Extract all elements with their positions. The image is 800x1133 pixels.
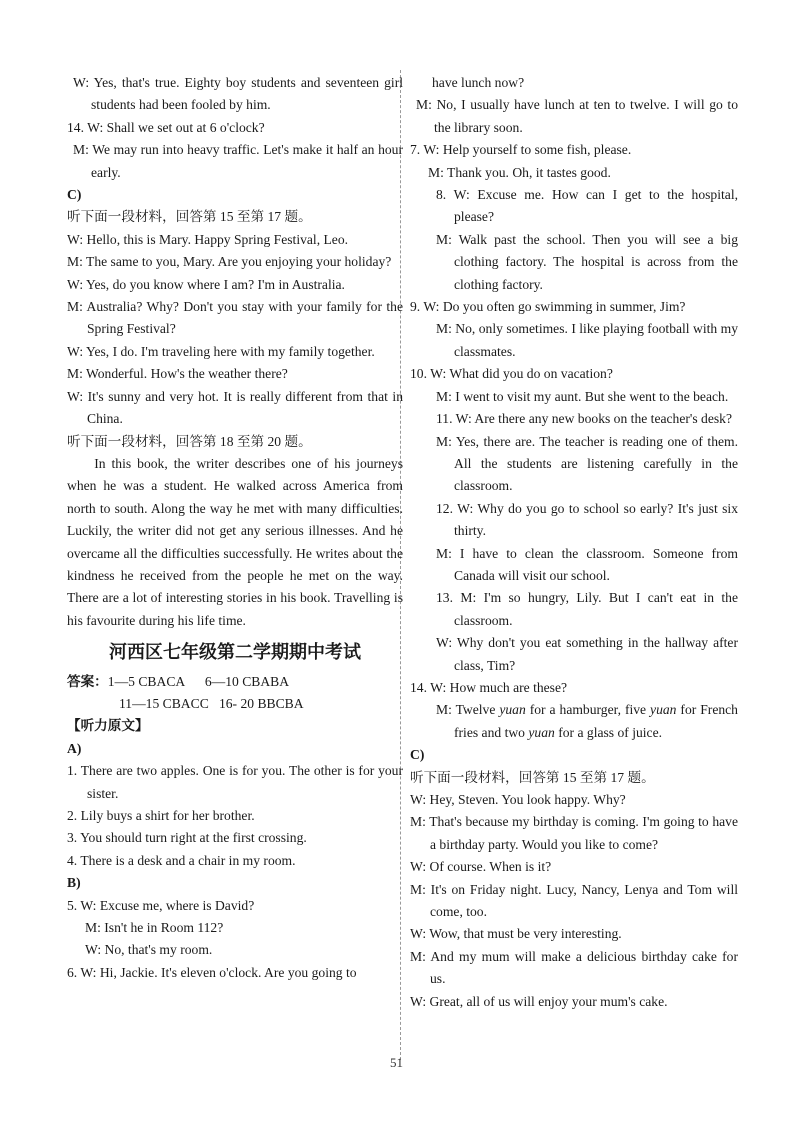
dialog-line: M: Yes, there are. The teacher is reading one of them. All the students are listening carefully in the classroom. [436,433,738,494]
italic-word: yuan [499,702,526,718]
question-6: 6. W: Hi, Jackie. It's eleven o'clock. Are you going to [67,964,357,980]
dialog-line: W: It's sunny and very hot. It is really different from that in China. [67,388,403,427]
dialog-line: W: Hello, this is Mary. Happy Spring Festival, Leo. [67,231,349,247]
left-column [67,72,403,984]
dialog-line: M: Walk past the school. Then you will see a big clothing factory. The hospital is across from the clothing factory. [436,231,738,292]
page-number: 51 [390,1055,403,1070]
dialog-line: W: Why don't you eat something in the hallway after class, Tim? [436,635,738,673]
section-c-label: C) [410,747,425,763]
dialog-line: W: Of course. When is it? [410,859,552,875]
text-span: for French fries and two [454,702,738,740]
question-14: 14. W: Shall we set out at 6 o'clock? [67,119,265,135]
dialog-line: W: Hey, Steven. You look happy. Why? [410,792,626,807]
dialog-line: W: Yes, do you know where I am? I'm in Australia. [67,276,345,292]
question-8: 8. W: Excuse me. How can I get to the hospital, please? [436,187,738,225]
text-span: M: Twelve [436,702,500,718]
text-span: for a hamburger, five [525,702,651,718]
section-c-label: C) [67,187,82,203]
listening-script-label: 【听力原文】 [67,718,149,734]
dialog-line: M: Thank you. Oh, it tastes good. [428,164,611,180]
instruction: 听下面一段材料，回答第 18 至第 20 题。 [67,433,312,449]
dialog-line: W: Yes, I do. I'm traveling here with my family together. [67,343,375,359]
dialog-line: M: The same to you, Mary. Are you enjoying your holiday? [67,254,392,270]
italic-word: yuan [528,724,555,740]
passage: In this book, the writer describes one of his journeys when he was a student. He walked across America from north to south. Along the way he met with many difficulties. Luckily, the writer did not get any serious illnesses. And he overcame all the difficulties successfully. He writes about the kindness he received from the people he met on the way. There are a lot of interesting stories in his book. Travelling is his favourite during his life time. [67,455,403,628]
dialog-line: M: That's because my birthday is coming. I'm going to have a birthday party. Would you like to come? [410,814,738,852]
question-1: 1. There are two apples. One is for you. The other is for your sister. [67,763,403,801]
question-11: 11. W: Are there any new books on the teacher's desk? [436,411,733,427]
dialog-line: W: Yes, that's true. Eighty boy students and seventeen girl students had been fooled by him. [73,75,403,113]
question-5: 5. W: Excuse me, where is David? [67,897,255,913]
answer-label: 答案： [67,673,108,689]
answer-set-1: 1—5 CBACA 6—10 CBABA [107,673,290,689]
dialog-line: M: And my mum will make a delicious birthday cake for us. [410,948,738,987]
question-12: 12. W: Why do you go to school so early? It's just six thirty. [436,500,738,539]
dialog-line: have lunch now? [432,75,525,90]
question-4: 4. There is a desk and a chair in my room. [67,852,296,868]
dialog-line: M: I went to visit my aunt. But she went to the beach. [436,388,729,404]
dialog-line: M: No, I usually have lunch at ten to twelve. I will go to the library soon. [416,97,738,135]
dialog-line: W: No, that's my room. [85,942,213,958]
instruction: 听下面一段材料，回答第 15 至第 17 题。 [410,769,655,785]
question-9: 9. W: Do you often go swimming in summer, Jim? [410,299,686,315]
exam-title: 河西区七年级第二学期期中考试 [109,642,361,664]
dialog-line: M: Isn't he in Room 112? [85,920,224,936]
dialog-line: M: We may run into heavy traffic. Let's make it half an hour early. [73,142,403,180]
dialog-line: M: It's on Friday night. Lucy, Nancy, Lenya and Tom will come, too. [410,881,738,920]
question-7: 7. W: Help yourself to some fish, please. [410,142,632,158]
instruction: 听下面一段材料，回答第 15 至第 17 题。 [67,209,312,225]
answer-line [67,671,403,693]
answer-set-2: 11—15 CBACC 16- 20 BBCBA [119,695,304,711]
section-b-label: B) [67,875,81,891]
section-a-label: A) [67,740,82,756]
text-span: for a glass of juice. [554,724,663,740]
italic-word: yuan [650,702,677,718]
question-13: 13. M: I'm so hungry, Lily. But I can't eat in the classroom. [436,590,738,628]
dialog-line: W: Wow, that must be very interesting. [410,926,622,942]
dialog-line: M: I have to clean the classroom. Someone from Canada will visit our school. [436,545,738,583]
question-14: 14. W: How much are these? [410,679,568,695]
right-column [410,72,738,1013]
dialog-line: M: Australia? Why? Don't you stay with your family for the Spring Festival? [67,299,403,337]
dialog-line [410,699,738,744]
question-10: 10. W: What did you do on vacation? [410,366,613,382]
question-3: 3. You should turn right at the first crossing. [67,830,307,846]
question-2: 2. Lily buys a shirt for her brother. [67,808,255,823]
dialog-line: M: Wonderful. How's the weather there? [67,366,288,382]
dialog-line: W: Great, all of us will enjoy your mum's cake. [410,993,668,1009]
dialog-line: M: No, only sometimes. I like playing football with my classmates. [436,321,738,359]
